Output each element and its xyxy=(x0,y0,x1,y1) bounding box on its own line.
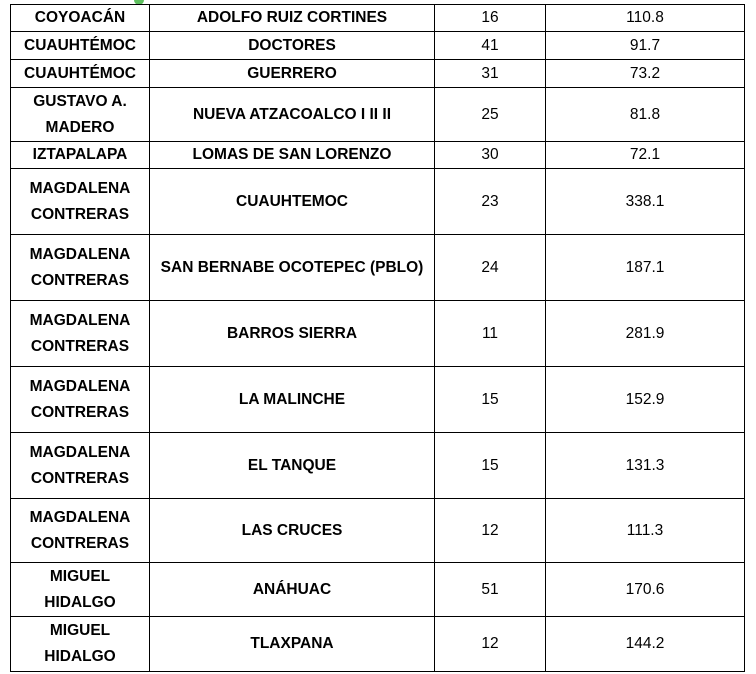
numero-cell: 51 xyxy=(435,563,546,617)
colonia-cell: LOMAS DE SAN LORENZO xyxy=(150,142,435,169)
numero-cell: 41 xyxy=(435,32,546,60)
colonia-cell: EL TANQUE xyxy=(150,433,435,499)
valor-cell: 281.9 xyxy=(546,301,745,367)
data-table xyxy=(10,4,745,672)
numero-cell: 15 xyxy=(435,433,546,499)
numero-cell: 30 xyxy=(435,142,546,169)
table-body xyxy=(11,5,745,672)
alcaldia-cell: MIGUEL HIDALGO xyxy=(11,563,150,617)
colonia-cell: GUERRERO xyxy=(150,60,435,88)
colonia-cell: ADOLFO RUIZ CORTINES xyxy=(150,5,435,32)
alcaldia-cell: COYOACÁN xyxy=(11,5,150,32)
valor-cell: 170.6 xyxy=(546,563,745,617)
alcaldia-cell: MIGUEL HIDALGO xyxy=(11,617,150,672)
valor-cell: 110.8 xyxy=(546,5,745,32)
valor-cell: 81.8 xyxy=(546,88,745,142)
valor-cell: 152.9 xyxy=(546,367,745,433)
alcaldia-cell: MAGDALENA CONTRERAS xyxy=(11,301,150,367)
colonia-cell: LA MALINCHE xyxy=(150,367,435,433)
table-row xyxy=(11,88,745,142)
valor-cell: 187.1 xyxy=(546,235,745,301)
table-row xyxy=(11,301,745,367)
alcaldia-cell: MAGDALENA CONTRERAS xyxy=(11,235,150,301)
colonia-cell: CUAUHTEMOC xyxy=(150,169,435,235)
numero-cell: 12 xyxy=(435,499,546,563)
numero-cell: 12 xyxy=(435,617,546,672)
alcaldia-cell: IZTAPALAPA xyxy=(11,142,150,169)
numero-cell: 31 xyxy=(435,60,546,88)
table-row xyxy=(11,617,745,672)
numero-cell: 24 xyxy=(435,235,546,301)
numero-cell: 15 xyxy=(435,367,546,433)
table-row xyxy=(11,367,745,433)
valor-cell: 338.1 xyxy=(546,169,745,235)
valor-cell: 73.2 xyxy=(546,60,745,88)
valor-cell: 111.3 xyxy=(546,499,745,563)
colonia-cell: NUEVA ATZACOALCO I II II xyxy=(150,88,435,142)
alcaldia-cell: CUAUHTÉMOC xyxy=(11,32,150,60)
alcaldia-cell: MAGDALENA CONTRERAS xyxy=(11,499,150,563)
alcaldia-cell: CUAUHTÉMOC xyxy=(11,60,150,88)
alcaldia-cell: MAGDALENA CONTRERAS xyxy=(11,169,150,235)
table-row xyxy=(11,563,745,617)
colonia-cell: BARROS SIERRA xyxy=(150,301,435,367)
colonia-cell: DOCTORES xyxy=(150,32,435,60)
valor-cell: 72.1 xyxy=(546,142,745,169)
table-row xyxy=(11,32,745,60)
alcaldia-cell: MAGDALENA CONTRERAS xyxy=(11,367,150,433)
valor-cell: 144.2 xyxy=(546,617,745,672)
table-row xyxy=(11,169,745,235)
numero-cell: 23 xyxy=(435,169,546,235)
colonia-cell: ANÁHUAC xyxy=(150,563,435,617)
table-row xyxy=(11,60,745,88)
table-row xyxy=(11,142,745,169)
valor-cell: 131.3 xyxy=(546,433,745,499)
numero-cell: 25 xyxy=(435,88,546,142)
numero-cell: 16 xyxy=(435,5,546,32)
colonia-cell: SAN BERNABE OCOTEPEC (PBLO) xyxy=(150,235,435,301)
table-row xyxy=(11,433,745,499)
table-row xyxy=(11,5,745,32)
colonia-cell: TLAXPANA xyxy=(150,617,435,672)
table-row xyxy=(11,235,745,301)
alcaldia-cell: GUSTAVO A. MADERO xyxy=(11,88,150,142)
colonia-cell: LAS CRUCES xyxy=(150,499,435,563)
alcaldia-cell: MAGDALENA CONTRERAS xyxy=(11,433,150,499)
valor-cell: 91.7 xyxy=(546,32,745,60)
numero-cell: 11 xyxy=(435,301,546,367)
table-row xyxy=(11,499,745,563)
